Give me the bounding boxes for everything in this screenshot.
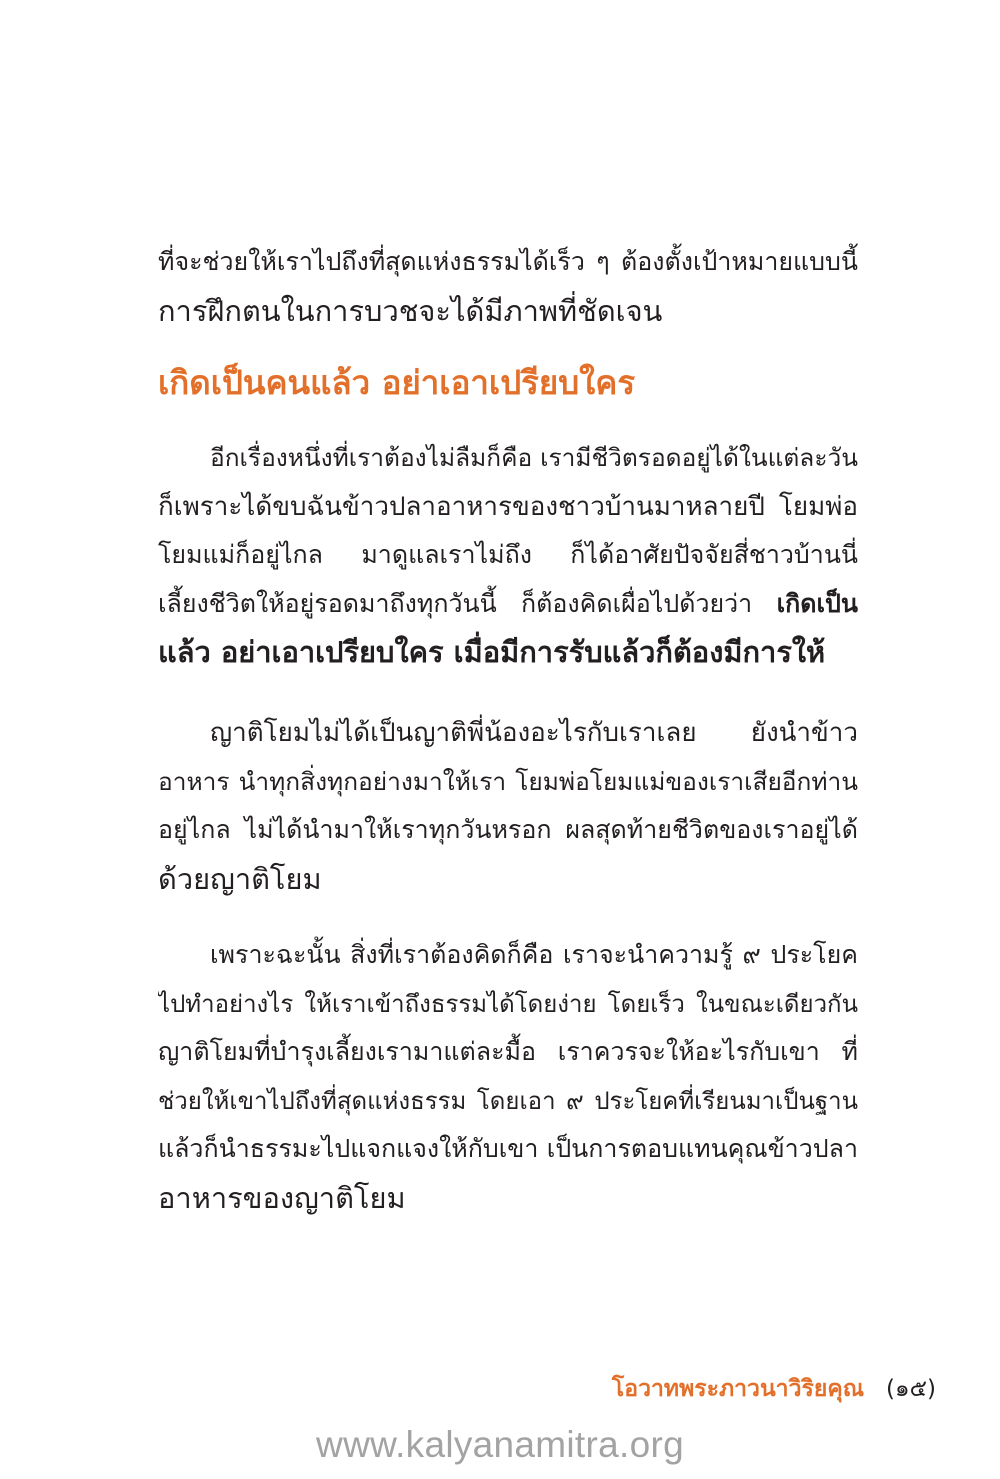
line-text: ช่วยให้เขาไปถึงที่สุดแห่งธรรม โดยเอา ๙ ประโยคที่เรียนมาเป็นฐาน (158, 1086, 858, 1115)
page-number: (๑๕) (886, 1376, 936, 1402)
watermark-text: www.kalyanamitra.org (316, 1424, 684, 1465)
line-text: อยู่ไกล ไม่ได้นำมาให้เราทุกวันหรอก ผลสุดท้ายชีวิตของเราอยู่ได้ (158, 815, 858, 844)
body-line (158, 806, 858, 855)
body-line (158, 758, 858, 807)
body-line (158, 709, 858, 758)
body-line (158, 855, 858, 904)
body-line (158, 287, 858, 336)
body-line (158, 1174, 858, 1223)
line-text: เลี้ยงชีวิตให้อยู่รอดมาถึงทุกวันนี้ ก็ต้องคิดเผื่อไปด้วยว่า (158, 588, 753, 618)
line-text: ญาติโยมไม่ได้เป็นญาติพี่น้องอะไรกับเราเลย ยังนำข้าว (210, 718, 858, 748)
body-line (158, 628, 858, 677)
body-line (158, 1077, 858, 1126)
body-line (158, 531, 858, 580)
line-text: การฝึกตนในการบวชจะได้มีภาพที่ชัดเจน (158, 293, 663, 328)
emphasis-text: เกิดเป็น (776, 588, 858, 618)
line-text: โยมแม่ก็อยู่ไกล มาดูแลเราไม่ถึง ก็ได้อาศัยปัจจัยสี่ชาวบ้านนี่ (158, 540, 858, 569)
body-line (158, 238, 858, 287)
line-text: อาหาร นำทุกสิ่งทุกอย่างมาให้เรา โยมพ่อโยมแม่ของเราเสียอีกท่าน (158, 766, 858, 796)
emphasis-text: แล้ว อย่าเอาเปรียบใคร เมื่อมีการรับแล้วก็ต้องมีการให้ (158, 635, 826, 669)
line-text: ที่จะช่วยให้เราไปถึงที่สุดแห่งธรรมได้เร็ว ๆ ต้องตั้งเป้าหมายแบบนี้ (158, 247, 858, 276)
line-text: เพราะฉะนั้น สิ่งที่เราต้องคิดก็คือ เราจะนำความรู้ ๙ ประโยค (210, 940, 858, 969)
paragraph (158, 434, 858, 677)
line-text: ก็เพราะได้ขบฉันข้าวปลาอาหารของชาวบ้านมาหลายปี โยมพ่อ (158, 491, 858, 522)
body-line (158, 980, 858, 1029)
line-text: ด้วยญาติโยม (158, 861, 322, 896)
section-heading: เกิดเป็นคนแล้ว อย่าเอาเปรียบใคร (158, 363, 636, 402)
intro-paragraph (158, 238, 858, 335)
body-line (158, 931, 858, 980)
book-title: โอวาทพระภาวนาวิริยคุณ (611, 1376, 865, 1402)
body-line (158, 434, 858, 483)
paragraph (158, 709, 858, 903)
line-text: อีกเรื่องหนึ่งที่เราต้องไม่ลืมก็คือ เรามีชีวิตรอดอยู่ได้ในแต่ละวัน (210, 443, 858, 472)
body-line (158, 483, 858, 532)
line-text: ไปทำอย่างไร ให้เราเข้าถึงธรรมได้โดยง่าย โดยเร็ว ในขณะเดียวกัน (158, 989, 858, 1018)
body-line (158, 1028, 858, 1077)
line-text: แล้วก็นำธรรมะไปแจกแจงให้กับเขา เป็นการตอบแทนคุณข้าวปลา (158, 1134, 858, 1163)
body-line (158, 1125, 858, 1174)
line-text: ญาติโยมที่บำรุงเลี้ยงเรามาแต่ละมื้อ เราควรจะให้อะไรกับเขา ที่ (158, 1037, 858, 1066)
line-text: อาหารของญาติโยม (158, 1180, 406, 1215)
body-line (158, 580, 858, 629)
paragraph (158, 931, 858, 1222)
page-footer (612, 1370, 936, 1408)
